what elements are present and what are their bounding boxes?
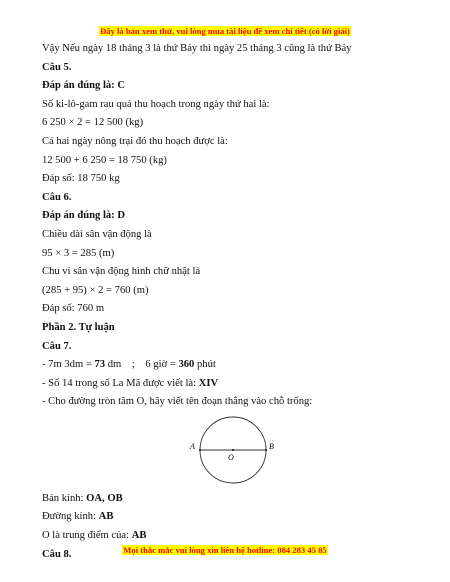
calculation: 95 × 3 = 285 (m) (42, 247, 115, 259)
text-span: phút (194, 359, 216, 371)
text-line: Chiều dài sân vận động là (42, 228, 152, 240)
circle-figure (42, 414, 422, 486)
point-a (199, 449, 201, 451)
hotline-banner (0, 544, 450, 556)
label-a: A (190, 441, 195, 451)
calculation: (285 + 95) × 2 = 760 (m) (42, 284, 149, 296)
text-span: - 7m 3dm = (42, 359, 95, 371)
answer-key: Đáp án đúng là: C (42, 80, 126, 92)
answer-value: AB (131, 530, 147, 542)
section-heading: Phần 2. Tự luận (42, 321, 115, 333)
answer-key: Đáp án đúng là: D (42, 210, 126, 222)
answer-value: 360 (178, 359, 195, 371)
midpoint-answer (42, 527, 422, 546)
answer-value: AB (98, 511, 114, 523)
text-span: dm ; 6 giờ = (105, 359, 179, 371)
answer-value: 73 (94, 359, 106, 371)
text-line: Chu vi sân vận động hình chữ nhật là (42, 266, 201, 278)
text-line: Vậy Nếu ngày 18 tháng 3 là thứ Bảy thì ngày 25 tháng 3 cũng là thứ Bảy (42, 43, 352, 54)
q7-roman (42, 375, 422, 394)
point-b (265, 449, 267, 451)
text-span: Bán kính: (42, 492, 87, 504)
q7-circle-prompt: - Cho đường tròn tâm O, hãy viết tên đoạn thẳng vào chỗ trống: (42, 396, 313, 408)
question-heading: Câu 7. (42, 340, 72, 352)
preview-banner (0, 25, 450, 37)
text-span: - Số 14 trong số La Mã được viết là: (42, 377, 199, 389)
q7-conversions (42, 356, 422, 375)
question-heading: Câu 6. (42, 191, 72, 203)
calculation: 6 250 × 2 = 12 500 (kg) (42, 117, 144, 129)
circle-diagram (182, 416, 282, 484)
result: Đáp số: 18 750 kg (42, 173, 120, 185)
label-b: B (269, 441, 274, 451)
hotline-banner-text: Mọi thắc mắc vui lòng xin liên hệ hotline: 084 283 45 85 (123, 545, 327, 555)
answer-value: OA, OB (86, 492, 123, 504)
result: Đáp số: 760 m (42, 303, 105, 315)
text-line: Số ki-lô-gam rau quả thu hoạch trong ngày thứ hai là: (42, 98, 270, 110)
radius-answer (42, 490, 422, 509)
question-heading: Câu 5. (42, 61, 72, 73)
text-span: O là trung điểm của: (42, 530, 132, 542)
diameter-answer (42, 508, 422, 527)
preview-banner-text: Đây là bản xem thử, vui lòng mua tài liệu để xem chi tiết (có lời giải) (100, 26, 350, 36)
text-line: Cả hai ngày nông trại đó thu hoạch được là: (42, 135, 228, 147)
answer-value: XIV (198, 377, 219, 389)
calculation: 12 500 + 6 250 = 18 750 (kg) (42, 154, 167, 166)
question-heading: Câu 8. (42, 548, 72, 560)
point-o (232, 449, 234, 451)
document-body (42, 40, 422, 564)
label-o: O (228, 452, 234, 462)
text-span: Đường kính: (42, 511, 99, 523)
